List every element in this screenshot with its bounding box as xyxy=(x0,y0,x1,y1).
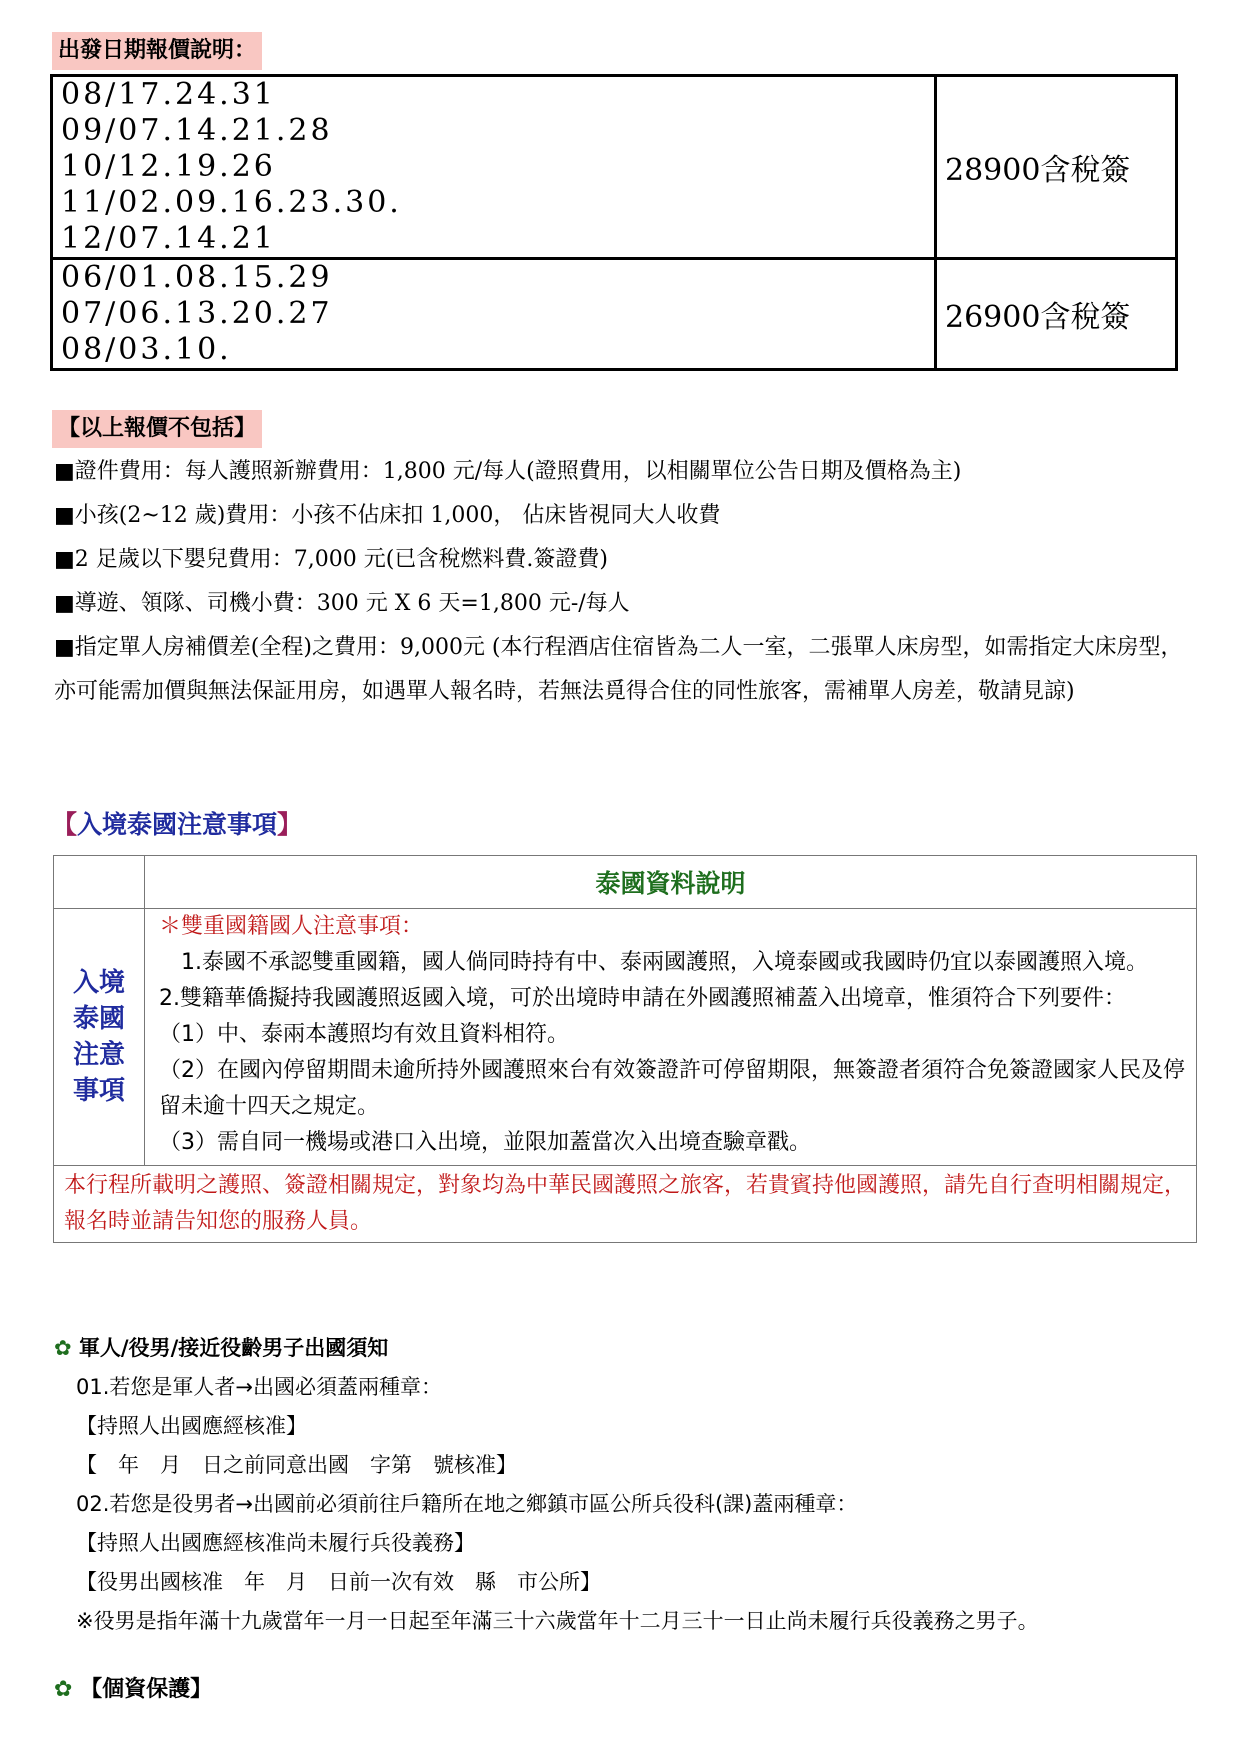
date-line: 12/07.14.21 xyxy=(61,221,276,256)
privacy-heading: 【個資保護】 xyxy=(80,1677,213,1702)
dates-cell xyxy=(52,259,936,370)
military-section xyxy=(54,1329,1204,1641)
table-row xyxy=(52,76,1177,259)
date-line: 08/17.24.31 xyxy=(61,77,276,112)
body-line: （2）在國內停留期間未逾所持外國護照來台有效簽證許可停留期限，無簽證者須符合免簽證國家人民及停留未逾十四天之規定。 xyxy=(159,1058,1186,1119)
bracket-close: 】 xyxy=(277,810,303,839)
thailand-table xyxy=(53,855,1197,1243)
list-item: 【持照人出國應經核准尚未履行兵役義務】 xyxy=(76,1531,475,1555)
table-row xyxy=(54,856,1197,909)
thailand-heading-text: 入境泰國注意事項 xyxy=(77,810,278,839)
body-line: 2.雙籍華僑擬持我國護照返國入境，可於出境時申請在外國護照補蓋入出境章，惟須符合下列要件： xyxy=(159,986,1126,1011)
body-line: 1.泰國不承認雙重國籍，國人倘同時持有中、泰兩國護照，入境泰國或我國時仍宜以泰國護照入境。 xyxy=(159,950,1148,975)
list-item: ■證件費用：每人護照新辦費用：1,800 元/每人(證照費用，以相關單位公告日期及價格為主) xyxy=(54,459,962,484)
departure-table xyxy=(50,74,1178,371)
excluded-heading: 【以上報價不包括】 xyxy=(52,410,262,448)
date-line: 10/12.19.26 xyxy=(61,149,276,184)
table-row xyxy=(54,909,1197,1166)
military-heading: 軍人/役男/接近役齡男子出國須知 xyxy=(78,1336,389,1360)
list-item: ■導遊、領隊、司機小費：300 元 X 6 天=1,800 元-/每人 xyxy=(54,591,630,616)
list-item: ※役男是指年滿十九歲當年一月一日起至年滿三十六歲當年十二月三十一日止尚未履行兵役義務之男子。 xyxy=(76,1609,1039,1633)
price-cell: 28900含稅簽 xyxy=(936,76,1177,259)
dual-nationality-title: ＊雙重國籍國人注意事項： xyxy=(159,914,424,939)
military-heading-row xyxy=(54,1329,1204,1368)
table-title: 泰國資料說明 xyxy=(145,856,1197,909)
list-item: ■小孩(2~12 歲)費用：小孩不佔床扣 1,000， 佔床皆視同大人收費 xyxy=(54,503,721,528)
table-row xyxy=(52,259,1177,370)
body-line: （1）中、泰兩本護照均有效且資料相符。 xyxy=(159,1022,569,1047)
table-row xyxy=(54,1166,1197,1243)
flower-icon: ✿ xyxy=(54,1677,73,1702)
flower-icon: ✿ xyxy=(54,1336,72,1360)
privacy-heading-row xyxy=(54,1672,212,1703)
date-line: 06/01.08.15.29 xyxy=(61,260,333,295)
bracket-open: 【 xyxy=(52,810,78,839)
list-item: ■指定單人房補價差(全程)之費用：9,000元 (本行程酒店住宿皆為二人一室，二張單人床房型，如需指定大床房型，亦可能需加價與無法保証用房，如遇單人報名時，若無法覓得合住的同性旅客，需補單人房差，敬請見諒) xyxy=(54,635,1183,704)
dates-cell xyxy=(52,76,936,259)
body-line: （3）需自同一機場或港口入出境，並限加蓋當次入出境查驗章戳。 xyxy=(159,1130,811,1155)
departure-heading: 出發日期報價說明： xyxy=(52,32,262,70)
date-line: 09/07.14.21.28 xyxy=(61,113,333,148)
list-item: 【持照人出國應經核准】 xyxy=(76,1414,307,1438)
thailand-heading xyxy=(52,805,302,841)
price-cell: 26900含稅簽 xyxy=(936,259,1177,370)
empty-cell xyxy=(54,856,145,909)
list-item: 【役男出國核准 年 月 日前一次有效 縣 市公所】 xyxy=(76,1570,601,1594)
date-line: 11/02.09.16.23.30. xyxy=(61,185,402,220)
list-item: 02.若您是役男者→出國前必須前往戶籍所在地之鄉鎮市區公所兵役科(課)蓋兩種章： xyxy=(76,1492,858,1516)
date-line: 08/03.10. xyxy=(61,332,232,367)
thailand-footer: 本行程所載明之護照、簽證相關規定，對象均為中華民國護照之旅客，若貴賓持他國護照，請先自行查明相關規定，報名時並請告知您的服務人員。 xyxy=(54,1166,1197,1243)
side-label xyxy=(54,909,145,1166)
list-item: 【 年 月 日之前同意出國 字第 號核准】 xyxy=(76,1453,517,1477)
excluded-list xyxy=(54,450,1204,714)
date-line: 07/06.13.20.27 xyxy=(61,296,333,331)
thailand-body xyxy=(145,909,1197,1166)
list-item: ■2 足歲以下嬰兒費用：7,000 元(已含稅燃料費.簽證費) xyxy=(54,547,608,572)
list-item: 01.若您是軍人者→出國必須蓋兩種章： xyxy=(76,1375,442,1399)
side-label-text: 入境 泰國 注意 事項 xyxy=(72,968,125,1106)
